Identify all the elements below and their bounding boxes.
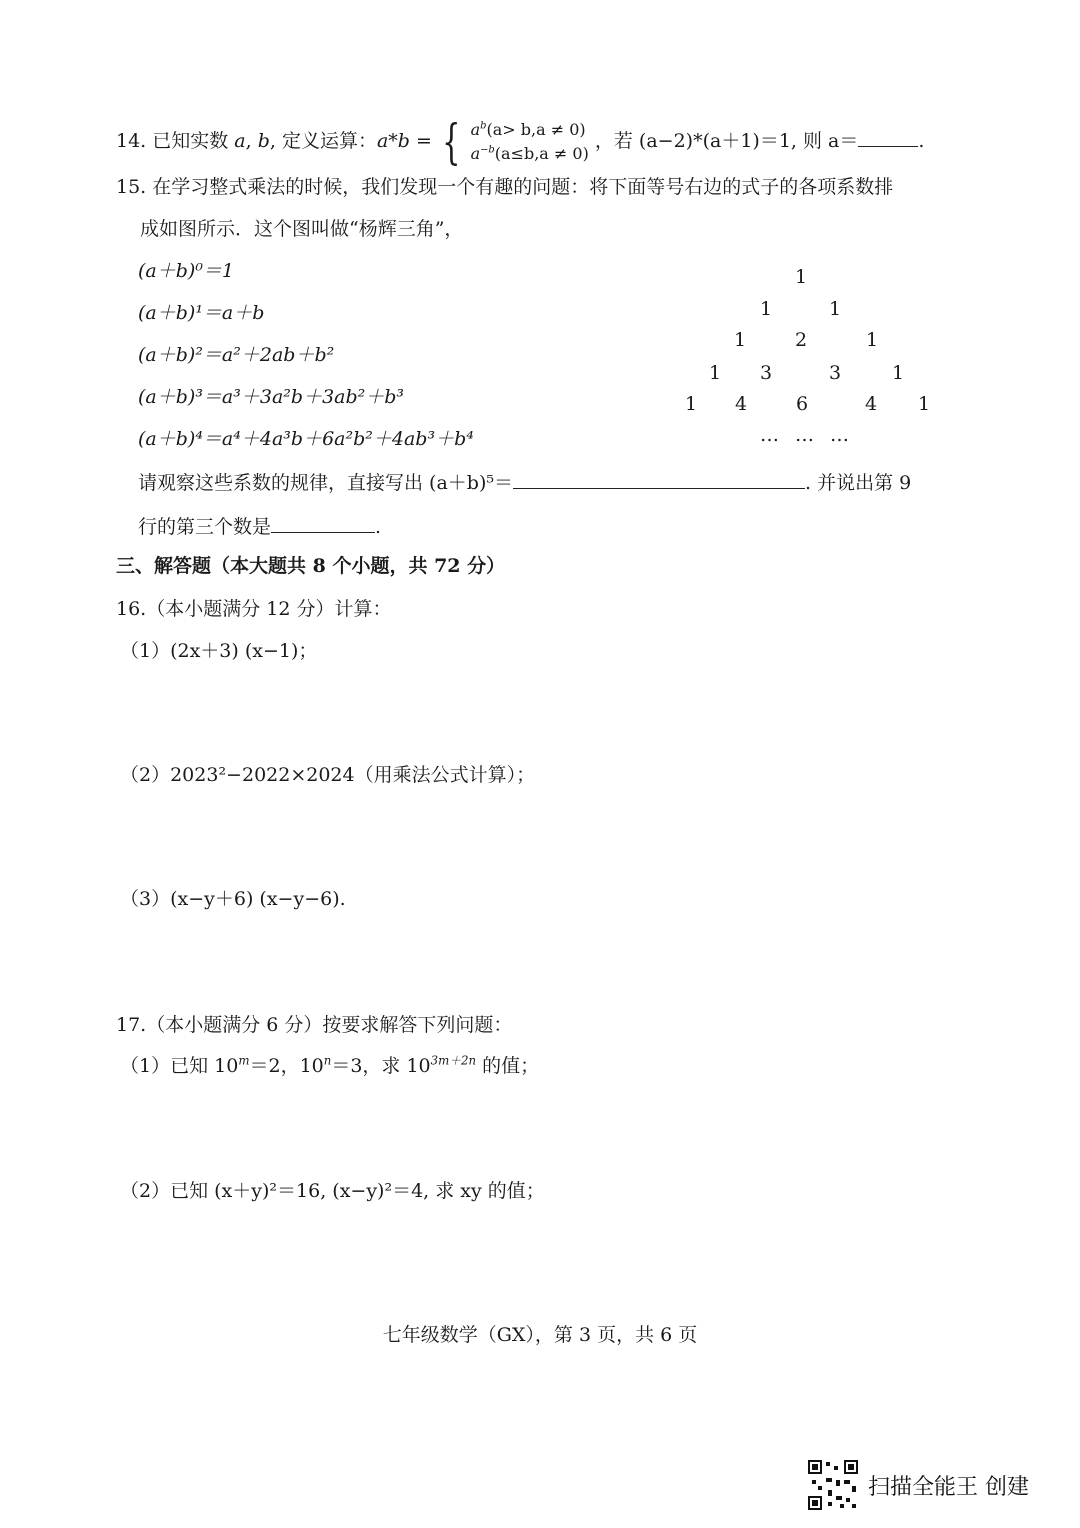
expansion-4: (a＋b)⁴＝a⁴＋4a³b＋6a²b²＋4ab³＋b⁴ [138, 428, 474, 450]
q14-prefix: 14. 已知实数 [116, 130, 235, 152]
exp-n: n [323, 1053, 332, 1068]
tri-r3-2: 3 [829, 362, 842, 384]
tri-r4-4: 1 [918, 393, 931, 415]
section-3-heading: 三、解答题（本大题共 8 个小题，共 72 分） [116, 555, 506, 577]
tri-r3-3: 1 [892, 362, 905, 384]
case-1: (a> b,a ≠ 0) [486, 120, 586, 139]
case-2: (a≤b,a ≠ 0) [494, 144, 589, 163]
operation-expr: a*b = [376, 130, 432, 152]
tri-r0-0: 1 [795, 266, 808, 288]
q15-ask1: 请观察这些系数的规律，直接写出 (a＋b)⁵＝ [138, 472, 513, 494]
tri-r1-1: 1 [829, 298, 842, 320]
question-14 [116, 114, 925, 170]
q17-p1-pre: （1）已知 10 [120, 1055, 239, 1077]
q14-end: . [918, 130, 925, 152]
tri-r2-0: 1 [734, 329, 747, 351]
tri-dots-0: … [760, 424, 779, 446]
q17-title: 17.（本小题满分 6 分）按要求解答下列问题： [116, 1014, 513, 1036]
page-footer: 七年级数学（GX），第 3 页，共 6 页 [382, 1324, 698, 1346]
tri-r2-2: 1 [866, 329, 879, 351]
tri-r4-0: 1 [685, 393, 698, 415]
scanner-watermark: 扫描全能王 创建 [868, 1475, 1029, 1500]
q15-line2: 成如图所示．这个图叫做“杨辉三角”， [140, 218, 464, 240]
tri-r3-1: 3 [760, 362, 773, 384]
q17-part1 [120, 1055, 539, 1078]
q15-ask3: 行的第三个数是 [138, 516, 272, 538]
cases: $a^b(a> b,a \ne 0)$ $a^{-b}(a\le b,a \ne 0)$ [470, 120, 589, 163]
qr-code-icon [808, 1460, 858, 1510]
q15-ask-line [138, 470, 911, 495]
expansion-2: (a＋b)²＝a²＋2ab＋b² [138, 344, 335, 366]
tri-dots-2: … [830, 424, 849, 446]
q16-part3: （3）(x−y＋6) (x−y−6). [120, 888, 346, 910]
q15-line1: 15. 在学习整式乘法的时候，我们发现一个有趣的问题：将下面等号右边的式子的各项系数排 [116, 176, 894, 198]
tri-dots-1: … [795, 424, 814, 446]
exp-m: m [238, 1053, 250, 1068]
q16-part2: （2）2023²−2022×2024（用乘法公式计算）； [120, 764, 536, 786]
tri-r3-0: 1 [709, 362, 722, 384]
answer-blank-14 [858, 128, 918, 147]
expansion-0: (a＋b)⁰＝1 [138, 260, 235, 282]
expansion-1: (a＋b)¹＝a＋b [138, 302, 265, 324]
answer-blank-15a [513, 470, 805, 489]
q15-ask-line2 [138, 514, 381, 539]
q16-part1: （1）(2x＋3) (x−1)； [120, 640, 318, 662]
q17-part2: （2）已知 (x＋y)²＝16, (x−y)²＝4, 求 xy 的值； [120, 1180, 545, 1202]
q17-p1-mid: ＝2，10 [249, 1055, 324, 1077]
tri-r4-2: 6 [796, 393, 809, 415]
q16-title: 16.（本小题满分 12 分）计算： [116, 598, 392, 620]
var-b: b [257, 130, 270, 152]
answer-blank-15b [271, 514, 375, 533]
var-a: a [234, 130, 246, 152]
piecewise-definition [438, 114, 589, 170]
q17-p1-mid2: ＝3，求 10 [331, 1055, 431, 1077]
tri-r2-1: 2 [795, 329, 808, 351]
q14-condition: ，若 (a−2)*(a＋1)＝1, 则 a＝ [594, 130, 859, 152]
q14-sep: , [245, 130, 258, 152]
tri-r4-1: 4 [735, 393, 748, 415]
q15-ask4: . [375, 516, 382, 538]
left-brace: { [442, 114, 461, 170]
q14-mid: , 定义运算： [269, 130, 377, 152]
tri-r1-0: 1 [760, 298, 773, 320]
q17-p1-end: 的值； [476, 1055, 540, 1077]
expansion-3: (a＋b)³＝a³＋3a²b＋3ab²＋b³ [138, 386, 405, 408]
tri-r4-3: 4 [865, 393, 878, 415]
exp-3m2n: 3m＋2n [430, 1053, 477, 1068]
q15-ask2: . 并说出第 9 [804, 472, 912, 494]
